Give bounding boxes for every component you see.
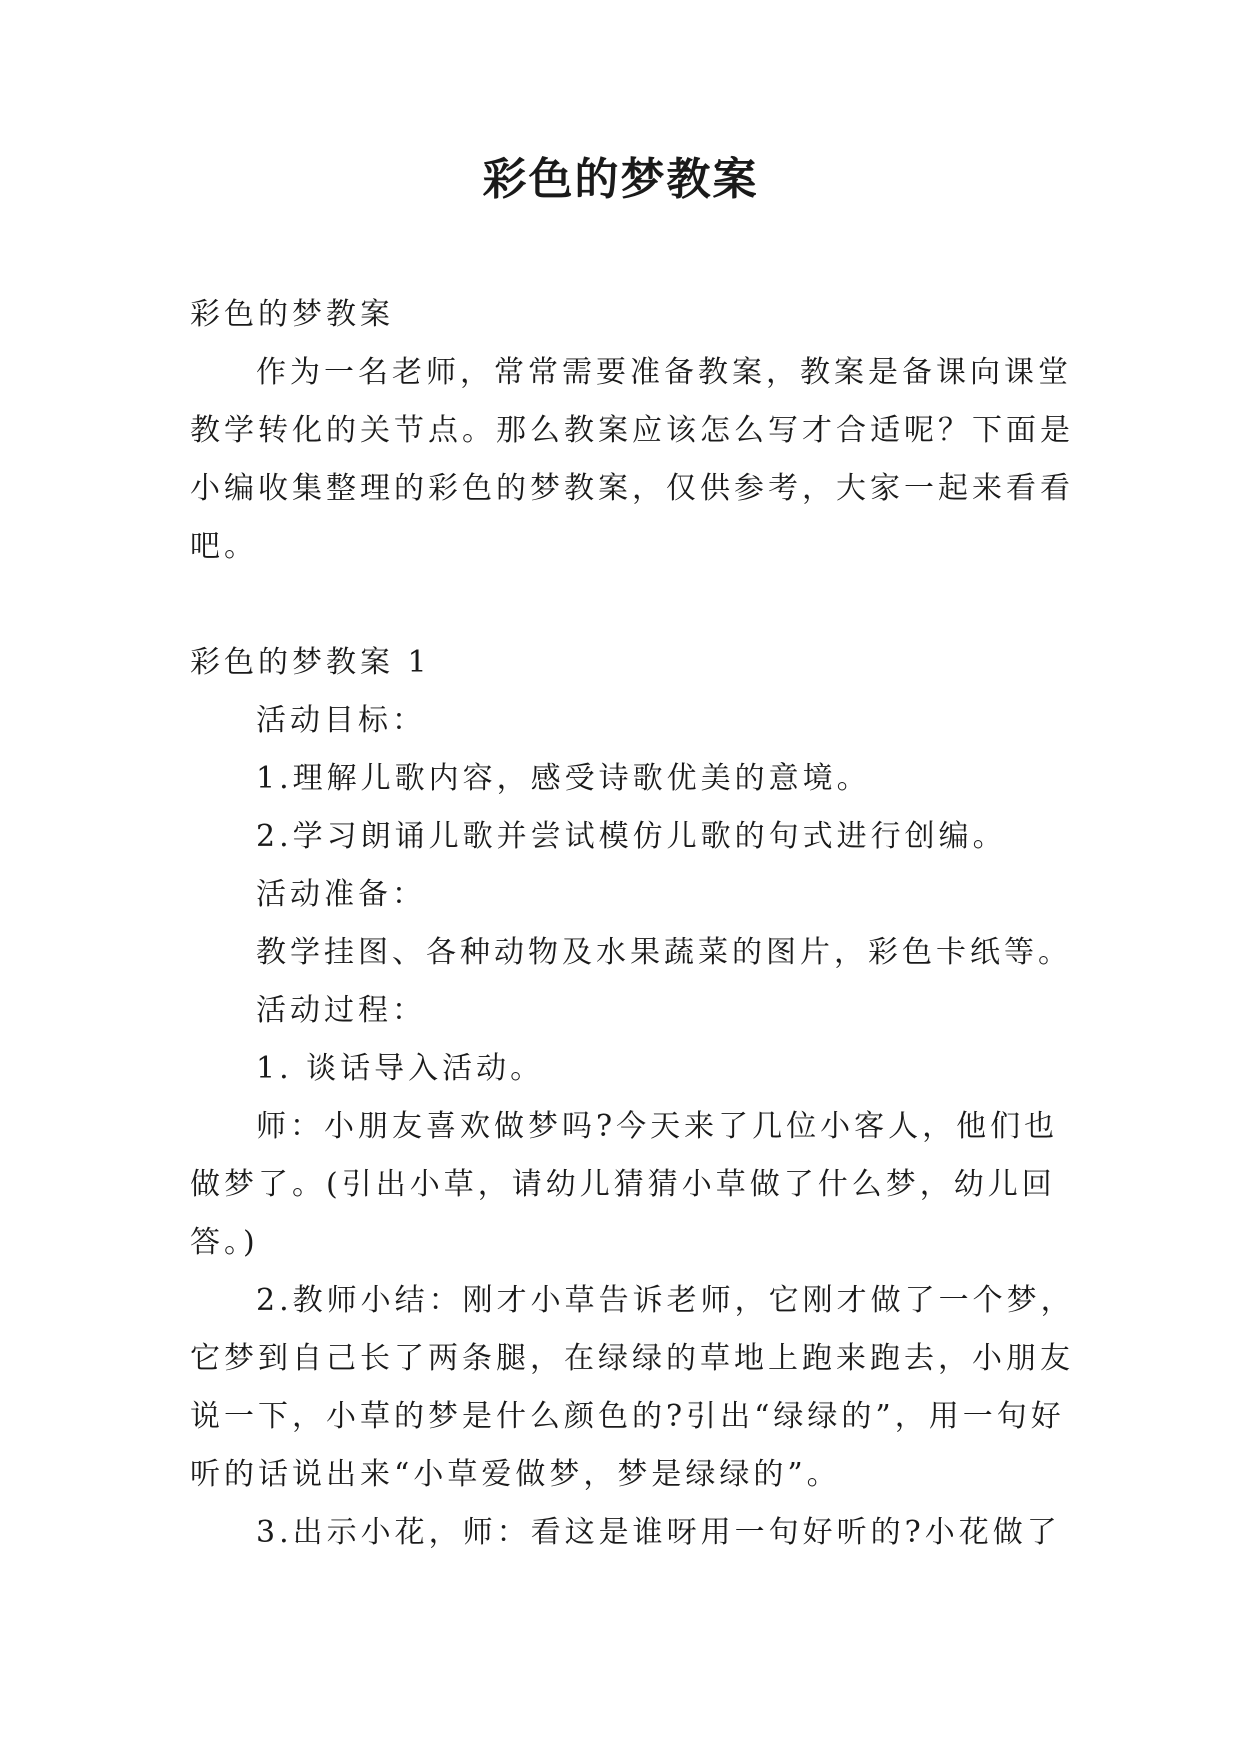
summary-line-2: 它梦到自己长了两条腿，在绿绿的草地上跑来跑去，小朋友 [190,1341,1074,1376]
goal-item-1: 1.理解儿歌内容，感受诗歌优美的意境。 [256,761,871,796]
summary-line-1: 2.教师小结：刚才小草告诉老师，它刚才做了一个梦， [256,1283,1075,1318]
intro-line-4: 吧。 [190,529,258,564]
process-step-1: 1. 谈话导入活动。 [256,1051,545,1086]
document-heading: 彩色的梦教案 [190,297,394,332]
intro-line-2: 教学转化的关节点。那么教案应该怎么写才合适呢？下面是 [190,413,1074,448]
section-heading: 彩色的梦教案 1 [190,645,431,680]
document-body [190,286,1075,1562]
process-step-3: 3.出示小花，师：看这是谁呀用一句好听的?小花做了 [256,1515,1061,1550]
intro-line-3: 小编收集整理的彩色的梦教案，仅供参考，大家一起来看看 [190,471,1074,506]
paragraph-gap [190,576,1052,634]
teacher-line-2: 做梦了。(引出小草，请幼儿猜猜小草做了什么梦，幼儿回 [190,1167,1056,1202]
summary-line-4: 听的话说出来“小草爱做梦，梦是绿绿的”。 [190,1457,841,1492]
prep-label: 活动准备： [256,877,426,912]
intro-line-1: 作为一名老师，常常需要准备教案，教案是备课向课堂 [256,355,1072,390]
goal-item-2: 2.学习朗诵儿歌并尝试模仿儿歌的句式进行创编。 [256,819,1007,854]
teacher-line-1: 师：小朋友喜欢做梦吗?今天来了几位小客人，他们也 [256,1109,1059,1144]
prep-text: 教学挂图、各种动物及水果蔬菜的图片，彩色卡纸等。 [256,935,1072,970]
document-title: 彩色的梦教案 [482,154,759,205]
goals-label: 活动目标： [256,703,426,738]
teacher-line-3: 答。) [190,1225,259,1260]
summary-line-3: 说一下，小草的梦是什么颜色的?引出“绿绿的”，用一句好 [190,1399,1065,1434]
process-label: 活动过程： [256,993,426,1028]
